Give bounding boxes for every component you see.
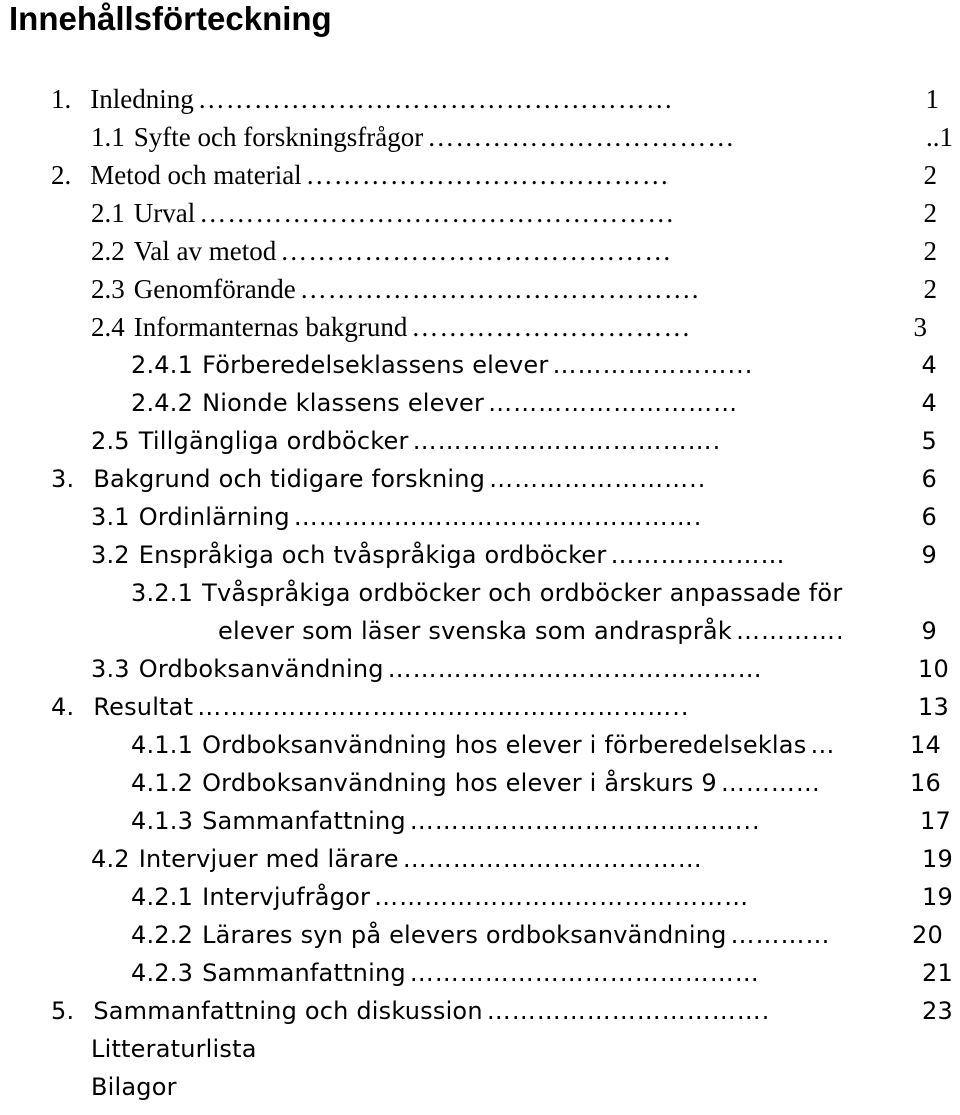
toc-entry-title: Ordboksanvändning xyxy=(138,655,384,683)
toc-entry[interactable] xyxy=(131,802,951,840)
toc-entry-leader: ……………………………………… xyxy=(374,883,750,911)
toc-entry-page: 19 xyxy=(922,883,953,911)
toc-entry-number: 4.2.3 xyxy=(131,959,194,987)
toc-entry[interactable] xyxy=(131,346,937,384)
toc-entry-title: Sammanfattning och diskussion xyxy=(93,997,483,1025)
toc-entry-page: 4 xyxy=(921,389,937,417)
toc-entry-leader: ……………………………………. xyxy=(299,274,700,304)
toc-entry-title: Syfte och forskningsfrågor xyxy=(133,122,424,152)
toc-entry-title: Nionde klassens elever xyxy=(202,389,485,417)
toc-entry-title: Metod och material xyxy=(90,160,302,190)
toc-entry-page: ..1 xyxy=(926,122,953,152)
toc-entry-number: 2.4.1 xyxy=(131,351,194,379)
toc-entry-number: 3. xyxy=(51,465,75,493)
toc-entry-number: 1. xyxy=(51,84,72,114)
toc-entry-title: Ordboksanvändning hos elever i årskurs 9 xyxy=(202,769,717,797)
toc-entry-number: 2.1 xyxy=(91,198,125,228)
toc-entry-leader: ……………………………………… xyxy=(387,655,763,683)
toc-entry-number: 4.1.2 xyxy=(131,769,194,797)
toc-entry-leader: ………… xyxy=(730,921,831,949)
toc-entry-title: Sammanfattning xyxy=(202,959,406,987)
toc-entry-title: Val av metod xyxy=(133,236,277,266)
toc-entry-leader: …………. xyxy=(735,617,845,645)
toc-entry-page: 20 xyxy=(912,921,943,949)
toc-entry-title: Ordinlärning xyxy=(138,503,290,531)
toc-entry-title: Enspråkiga och tvåspråkiga ordböcker xyxy=(138,541,607,569)
toc-entry-leader: ………… xyxy=(720,769,821,797)
toc-entry-page: 6 xyxy=(921,465,937,493)
toc-entry-number: 4.2.2 xyxy=(131,921,194,949)
toc-entry[interactable] xyxy=(91,1030,491,1068)
toc-entry-title: Urval xyxy=(133,198,196,228)
toc-entry-number: 5. xyxy=(51,997,75,1025)
toc-entry-number: 2. xyxy=(51,160,72,190)
toc-entry-page: 10 xyxy=(918,655,949,683)
toc-entry-title: Litteraturlista xyxy=(91,1035,257,1063)
toc-entry-page: 19 xyxy=(922,845,953,873)
toc-entry-leader: …………………………………… xyxy=(409,959,760,987)
toc-entry-number: 4.2 xyxy=(91,845,130,873)
toc-entry-leader: ………………………………………………….. xyxy=(197,693,690,721)
toc-entry-leader: …………………………………… xyxy=(280,236,673,266)
toc-entry-number: 4. xyxy=(51,693,75,721)
toc-entry-leader: ………………………… xyxy=(488,389,739,417)
toc-entry-number: 2.3 xyxy=(91,274,125,304)
toc-entry-page: 2 xyxy=(923,236,937,266)
toc-entry[interactable] xyxy=(91,1068,491,1106)
toc-entry-number: 2.5 xyxy=(91,427,130,455)
toc-entry-page: 3 xyxy=(913,312,927,342)
toc-entry-continuation[interactable] xyxy=(218,612,937,650)
toc-entry-page: 9 xyxy=(921,617,937,645)
toc-entry-page: 14 xyxy=(910,731,941,759)
toc-entry-leader: …………………………… xyxy=(427,122,736,152)
toc-entry[interactable] xyxy=(91,270,937,308)
toc-entry[interactable] xyxy=(131,916,943,954)
toc-entry[interactable] xyxy=(91,422,937,460)
toc-entry-title: Resultat xyxy=(93,693,194,721)
toc-entry[interactable] xyxy=(131,878,953,916)
toc-entry-leader: ………………… xyxy=(610,541,786,569)
toc-entry-page: 6 xyxy=(921,503,937,531)
toc-entry[interactable] xyxy=(91,498,937,536)
toc-entry-number: 3.2.1 xyxy=(131,579,194,607)
toc-entry-leader: …………………………………………… xyxy=(199,198,676,228)
toc-entry-leader: …………………………………………. xyxy=(293,503,703,531)
toc-entry-number: 2.2 xyxy=(91,236,125,266)
toc-entry-page: 2 xyxy=(923,274,937,304)
toc-entry-leader: ………………………………… xyxy=(305,160,670,190)
toc-entry[interactable] xyxy=(51,460,937,498)
toc-entry-title: Bilagor xyxy=(91,1073,177,1101)
toc-entry-number: 3.1 xyxy=(91,503,130,531)
toc-entry-title: Intervjuer med lärare xyxy=(138,845,399,873)
toc-entry-title: Tvåspråkiga ordböcker och ordböcker anpassade för xyxy=(202,579,843,607)
toc-entry[interactable] xyxy=(91,840,953,878)
toc-entry-leader: …………………………………... xyxy=(409,807,761,835)
toc-entry-page: 5 xyxy=(921,427,937,455)
toc-entry-leader: …………………... xyxy=(552,351,754,379)
toc-entry-title: Ordboksanvändning hos elever i förberedelseklas xyxy=(202,731,807,759)
toc-entry-page: 2 xyxy=(923,160,937,190)
toc-entry-title: Intervjufrågor xyxy=(202,883,371,911)
toc-entry-page: 17 xyxy=(920,807,951,835)
toc-entry[interactable] xyxy=(91,308,927,346)
toc-entry-page: 23 xyxy=(922,997,953,1025)
toc-entry-page: 21 xyxy=(922,959,953,987)
toc-entry[interactable] xyxy=(131,954,953,992)
toc-entry[interactable] xyxy=(51,992,953,1030)
toc-entry[interactable] xyxy=(131,764,941,802)
toc-entry-leader: ………………………… xyxy=(411,312,692,342)
toc-entry[interactable] xyxy=(91,536,937,574)
toc-entry-page: 16 xyxy=(910,769,941,797)
toc-entry-page: 13 xyxy=(918,693,949,721)
toc-entry-title: Genomförande xyxy=(133,274,296,304)
toc-entry-title: Tillgängliga ordböcker xyxy=(138,427,409,455)
toc-entry-number: 3.3 xyxy=(91,655,130,683)
toc-entry-number: 2.4.2 xyxy=(131,389,194,417)
toc-entry[interactable] xyxy=(131,726,941,764)
toc-entry-title: elever som läser svenska som andraspråk xyxy=(218,617,732,645)
toc-entry-title: Lärares syn på elevers ordboksanvändning xyxy=(202,921,727,949)
toc-entry[interactable] xyxy=(91,232,937,270)
toc-entry-title: Sammanfattning xyxy=(202,807,406,835)
toc-entry-number: 1.1 xyxy=(91,122,125,152)
toc-entry[interactable] xyxy=(51,688,949,726)
toc-entry-page: 2 xyxy=(923,198,937,228)
toc-entry-leader: … xyxy=(810,731,836,759)
toc-entry-page: 1 xyxy=(925,84,939,114)
toc-entry-page: 4 xyxy=(921,351,937,379)
toc-entry-number: 2.4 xyxy=(91,312,125,342)
toc-entry-leader: ……………………………. xyxy=(486,997,771,1025)
toc-entry-number: 4.2.1 xyxy=(131,883,194,911)
toc-entry-number: 3.2 xyxy=(91,541,130,569)
toc-entry-leader: ……………………………… xyxy=(402,845,703,873)
toc-entry[interactable] xyxy=(91,194,937,232)
toc-entry[interactable] xyxy=(51,156,937,194)
toc-entry[interactable] xyxy=(131,384,937,422)
toc-entry-title: Bakgrund och tidigare forskning xyxy=(93,465,486,493)
toc-entry[interactable] xyxy=(91,650,949,688)
toc-entry-title: Informanternas bakgrund xyxy=(133,312,408,342)
toc-entry[interactable] xyxy=(131,574,911,612)
toc-entry-title: Förberedelseklassens elever xyxy=(202,351,549,379)
toc-entry-number: 4.1.1 xyxy=(131,731,194,759)
toc-title: Innehållsförteckning xyxy=(9,0,332,37)
toc-entry-title: Inledning xyxy=(90,84,194,114)
toc-entry-number: 4.1.3 xyxy=(131,807,194,835)
toc-entry-leader: …………………….. xyxy=(489,465,707,493)
toc-entry[interactable] xyxy=(91,118,953,156)
toc-entry-leader: …………………………………………… xyxy=(197,84,674,114)
toc-entry-leader: ………………………………. xyxy=(412,427,722,455)
toc-entry-page: 9 xyxy=(921,541,937,569)
toc-entry[interactable] xyxy=(51,80,939,118)
